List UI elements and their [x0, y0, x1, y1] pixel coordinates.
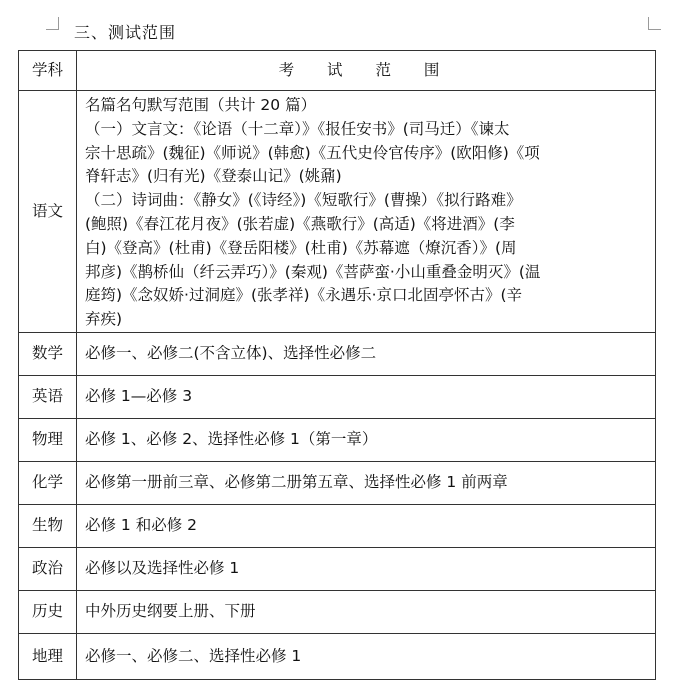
exam-scope-table [18, 50, 656, 680]
table-row-physics [19, 418, 656, 461]
chinese-scope-line: (鲍照)《春江花月夜》(张若虚)《燕歌行》(高适)《将进酒》(李 [85, 214, 515, 233]
subject-cell-chinese: 语文 [19, 91, 77, 333]
subject-cell: 英语 [19, 375, 77, 418]
table-row-math [19, 332, 656, 375]
table-header-row [19, 51, 656, 91]
subject-cell: 生物 [19, 504, 77, 547]
subject-cell: 化学 [19, 461, 77, 504]
chinese-scope-line: （二）诗词曲：《静女》(《诗经》)《短歌行》(曹操）《拟行路难》 [85, 191, 522, 210]
page-corner-mark-right [648, 17, 661, 30]
scope-cell: 必修 1、必修 2、选择性必修 1（第一章） [77, 418, 656, 461]
scope-cell: 必修一、必修二(不含立体)、选择性必修二 [77, 332, 656, 375]
scope-cell: 必修以及选择性必修 1 [77, 547, 656, 590]
scope-cell: 中外历史纲要上册、下册 [77, 590, 656, 633]
chinese-scope-line: 脊轩志》(归有光)《登泰山记》(姚鼐) [85, 167, 342, 186]
subject-cell: 数学 [19, 332, 77, 375]
table-row-biology [19, 504, 656, 547]
subject-cell: 地理 [19, 633, 77, 679]
page-corner-mark-left [46, 17, 59, 30]
section-title: 三、测试范围 [74, 23, 177, 42]
chinese-scope-line: 宗十思疏》(魏征)《师说》(韩愈)《五代史伶官传序》(欧阳修)《项 [85, 143, 540, 162]
table-row-politics [19, 547, 656, 590]
table-row-chemistry [19, 461, 656, 504]
chinese-scope-line: 弃疾) [85, 310, 123, 329]
chinese-scope-line: （一）文言文：《论语（十二章）》《报任安书》(司马迁）《谏太 [85, 119, 510, 138]
chinese-scope-line: 名篇名句默写范围（共计 20 篇） [85, 96, 317, 114]
chinese-scope-line: 邦彦)《鹊桥仙（纤云弄巧）》(秦观)《菩萨蛮·小山重叠金明灭》(温 [85, 262, 541, 281]
scope-cell: 必修一、必修二、选择性必修 1 [77, 633, 656, 679]
subject-cell: 物理 [19, 418, 77, 461]
scope-cell: 必修第一册前三章、必修第二册第五章、选择性必修 1 前两章 [77, 461, 656, 504]
scope-cell: 必修 1—必修 3 [77, 375, 656, 418]
scope-cell-chinese [77, 91, 656, 333]
table-row-history [19, 590, 656, 633]
table-row-geography [19, 633, 656, 679]
subject-cell: 历史 [19, 590, 77, 633]
subject-cell: 政治 [19, 547, 77, 590]
chinese-scope-line: 白)《登高》(杜甫)《登岳阳楼》(杜甫)《苏幕遮（燎沉香）》(周 [85, 238, 517, 257]
chinese-scope-line: 庭筠)《念奴娇·过洞庭》(张孝祥)《永遇乐·京口北固亭怀古》(辛 [85, 286, 523, 305]
scope-cell: 必修 1 和必修 2 [77, 504, 656, 547]
table-row-english [19, 375, 656, 418]
header-scope-cell: 考 试 范 围 [77, 51, 656, 91]
header-subject-cell: 学科 [19, 51, 77, 91]
table-row-chinese [19, 91, 656, 333]
